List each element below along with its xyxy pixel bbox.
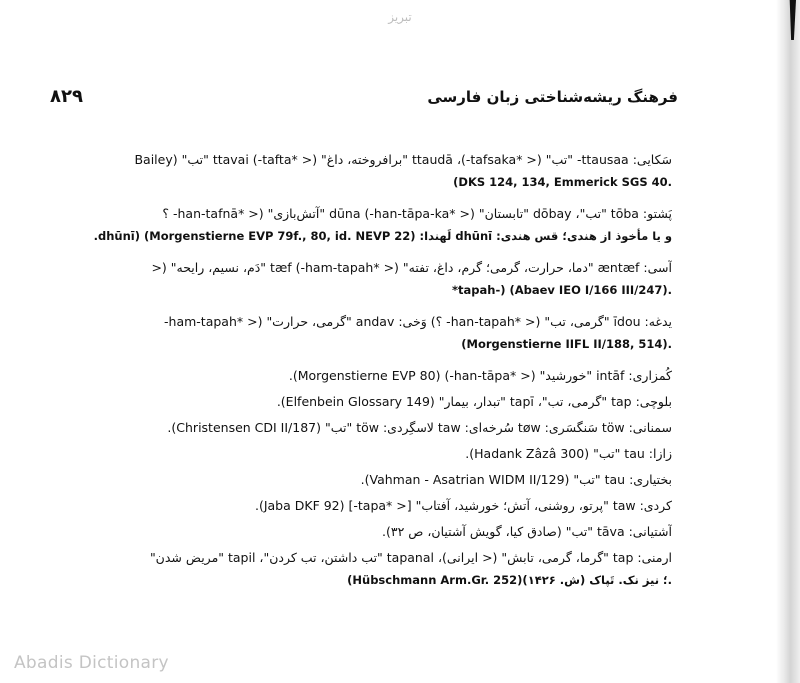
dictionary-entry [48, 390, 672, 413]
dictionary-entry [48, 546, 672, 592]
dictionary-entry [48, 148, 672, 194]
entry-line: کردی: taw "پرتو، روشنی، آتش؛ خورشید، آفتاب" [< *tapa-] (Jaba DKF 92). [254, 498, 672, 513]
entry-line: *tapah-) (Abaev IEO I/166 III/247). [452, 283, 672, 297]
dictionary-entry [48, 520, 672, 543]
top-watermark: تبریز [388, 10, 412, 24]
entry-line: زازا: tau "تب" (Hadank Zâzâ 300). [465, 446, 672, 461]
dictionary-entry [48, 202, 672, 248]
entry-line: بختیاری: tau "تب" (Vahman - Asatrian WIDM II/129). [360, 472, 672, 487]
page-number: ۸۲۹ [50, 86, 83, 107]
dictionary-entry [48, 364, 672, 387]
entry-line: بلوچی: tap "گرمی، تب"، tapī "تبدار، بیمار" (Elfenbein Glossary 149). [276, 394, 672, 409]
dictionary-entry [48, 442, 672, 465]
dictionary-entries [48, 148, 672, 592]
dictionary-entry [48, 256, 672, 302]
entry-line: ارمنی: tap "گرما، گرمی، تابش" (< ایرانی)، tapanal "تب داشتن، تب کردن"، tapil "مریض شدن" [149, 550, 672, 565]
running-header: فرهنگ ریشه‌شناختی زبان فارسی [427, 88, 678, 106]
entry-line: (Hübschmann Arm.Gr. 252)؛ نیز نک. تَپاک (ش. ۱۴۲۶). [347, 573, 672, 587]
dictionary-entry [48, 494, 672, 517]
entry-line: (Morgenstierne IIFL II/188, 514). [461, 337, 672, 351]
dictionary-entry [48, 310, 672, 356]
entry-line: آسی: æntæf "دما، حرارت، گرمی؛ گرم، داغ، تفته" (< *ham-tapah-) tæf "دَم، نسیم، رایحه" (< [151, 260, 672, 275]
dictionary-entry [48, 416, 672, 439]
entry-line: یدغه: īdou "گرمی، تب" (< *han-tapah- ؟) وَخی: andav "گرمی، حرارت" (< *ham-tapah- [164, 314, 672, 329]
entry-line: آشتیانی: tāva "تب" (صادق کیا، گویش آشتیان، ص ۳۲). [382, 524, 672, 539]
page-gutter-shadow [776, 0, 800, 683]
bottom-watermark: Abadis Dictionary [14, 653, 169, 673]
entry-line: سمنانی: töw سَنگسَری: tøw سُرخه‌ای: taw لاسگِردی: töw "تب" (Christensen CDI II/187). [167, 420, 672, 435]
entry-line: کُمزاری: intāf "خورشید" (< *han-tāpa-) (Morgenstierne EVP 80). [288, 368, 672, 383]
entry-line: پَشتو: tōba "تب"، dōbay "تابستان" (< *han-tāpa-ka-) dūna "آتش‌بازی" (< *han-tafnā- ؟ [162, 206, 672, 221]
entry-line: (DKS 124, 134, Emmerick SGS 40. [453, 175, 672, 189]
entry-line: و یا مأخوذ از هندی؛ قس هندی: dhūnī لَهندا: dhūnī) (Morgenstierne EVP 79f., 80, id. NEVP 22). [93, 229, 672, 243]
entry-line: سَکایی: ttausaa- "تب" (< *tafsaka-)، ttaudā "برافروخته، داغ" (< *tafta-) ttavai "تب" (Bailey [134, 152, 672, 167]
dictionary-entry [48, 468, 672, 491]
